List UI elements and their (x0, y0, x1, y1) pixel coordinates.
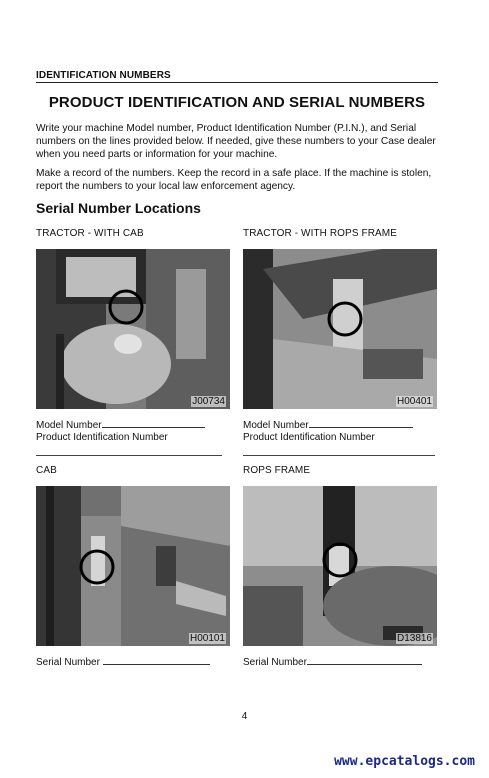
caption-tractor-rops: TRACTOR - WITH ROPS FRAME (243, 228, 397, 239)
serial-number-field[interactable] (243, 655, 422, 669)
photo-tractor-rops (243, 249, 437, 409)
watermark: www.epcatalogs.com (334, 754, 475, 769)
field-line (103, 655, 210, 665)
serial-number-field[interactable] (36, 655, 210, 669)
caption-rops-frame: ROPS FRAME (243, 465, 311, 476)
photo-rops-frame (243, 486, 437, 646)
model-number-field[interactable] (36, 418, 205, 432)
pin-field-line[interactable] (243, 455, 435, 456)
heading-rule (36, 82, 438, 83)
photo-cab (36, 486, 230, 646)
locations-heading: Serial Number Locations (36, 200, 201, 216)
field-line (102, 418, 205, 428)
field-line (309, 418, 413, 428)
page-number: 4 (241, 711, 248, 722)
pin-label: Product Identification Number (36, 432, 168, 443)
field-label: Model Number (36, 420, 102, 431)
field-label: Model Number (243, 420, 309, 431)
model-number-field[interactable] (243, 418, 413, 432)
photo-code: J00734 (192, 396, 225, 407)
photo-code: H00101 (189, 633, 225, 644)
field-label: Serial Number (243, 657, 307, 668)
caption-tractor-cab: TRACTOR - WITH CAB (36, 228, 144, 239)
photo-code: D13816 (396, 633, 432, 644)
pin-field-line[interactable] (36, 455, 222, 456)
intro-paragraph-1: Write your machine Model number, Product Identification Number (P.I.N.), and Serial numbers on the lines provided below. If needed, give these numbers to your Case dealer when you need parts or information for your machine. (36, 123, 436, 160)
field-label: Serial Number (36, 657, 100, 668)
intro-paragraph-2: Make a record of the numbers. Keep the record in a safe place. If the machine is stolen, report the numbers to your local law enforcement agency. (36, 168, 432, 192)
section-heading: IDENTIFICATION NUMBERS (36, 70, 171, 81)
caption-cab: CAB (36, 465, 57, 476)
pin-label: Product Identification Number (243, 432, 375, 443)
photo-code: H00401 (396, 396, 432, 407)
photo-tractor-cab (36, 249, 230, 409)
field-line (307, 655, 422, 665)
page-title: PRODUCT IDENTIFICATION AND SERIAL NUMBERS (48, 94, 426, 111)
